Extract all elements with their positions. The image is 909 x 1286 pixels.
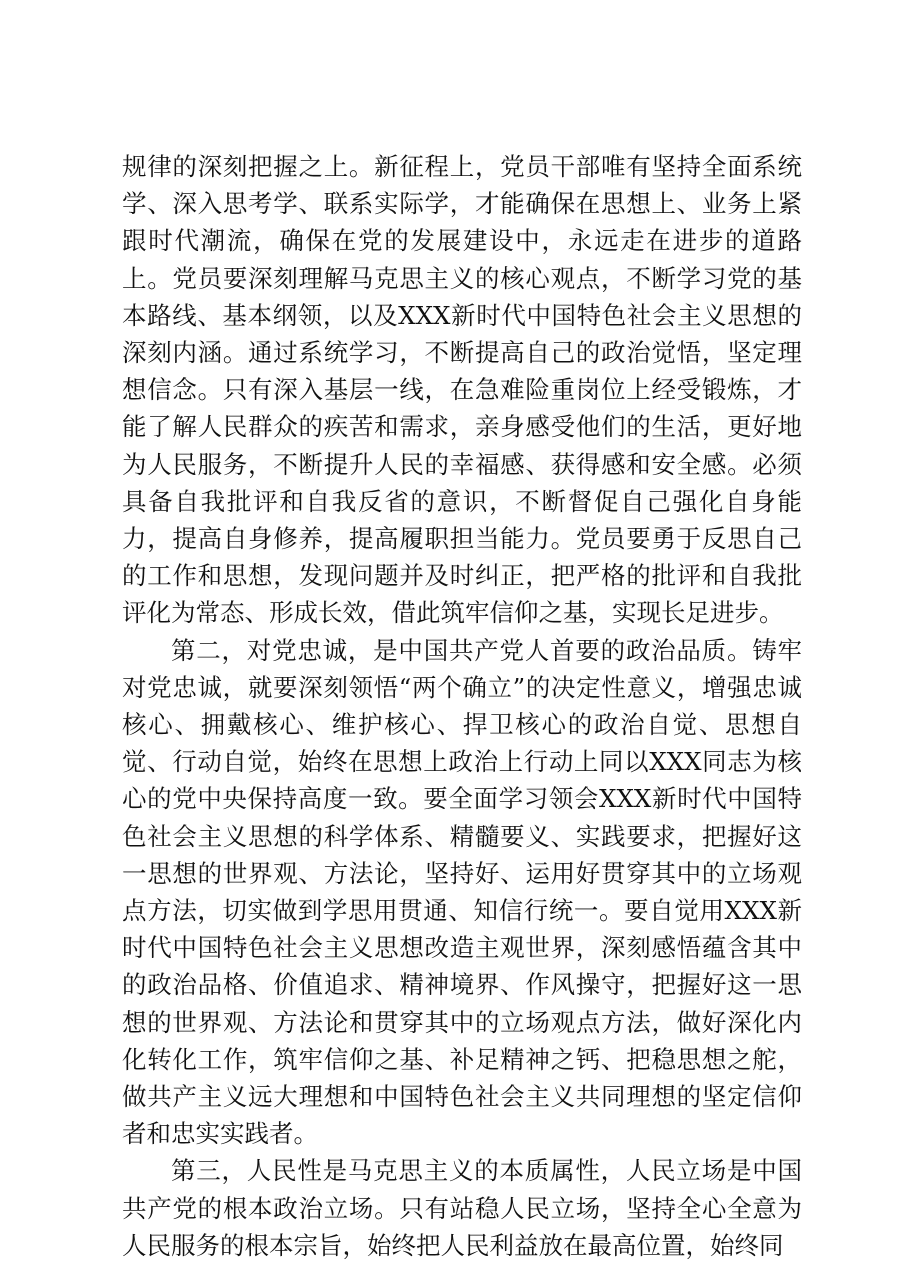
- document-body: [122, 148, 802, 1264]
- paragraph-third-point: 第三，人民性是马克思主义的本质属性，人民立场是中国共产党的根本政治立场。只有站稳人民立场，坚持全心全意为人民服务的根本宗旨，始终把人民利益放在最高位置，始终同: [122, 1156, 802, 1260]
- paragraph-second-point: 第二，对党忠诚，是中国共产党人首要的政治品质。铸牢对党忠诚，就要深刻领悟“两个确立”的决定性意义，增强忠诚核心、拥戴核心、维护核心、捍卫核心的政治自觉、思想自觉、行动自觉，始终在思想上政治上行动上同以XXX同志为核心的党中央保持高度一致。要全面学习领会XXX新时代中国特色社会主义思想的科学体系、精髓要义、实践要求，把握好这一思想的世界观、方法论，坚持好、运用好贯穿其中的立场观点方法，切实做到学思用贯通、知信行统一。要自觉用XXX新时代中国特色社会主义思想改造主观世界，深刻感悟蕴含其中的政治品格、价值追求、精神境界、作风操守，把握好这一思想的世界观、方法论和贯穿其中的立场观点方法，做好深化内化转化工作，筑牢信仰之基、补足精神之钙、把稳思想之舵，做共产主义远大理想和中国特色社会主义共同理想的坚定信仰者和忠实实践者。: [122, 635, 802, 1149]
- paragraph-continued: 规律的深刻把握之上。新征程上，党员干部唯有坚持全面系统学、深入思考学、联系实际学，才能确保在思想上、业务上紧跟时代潮流，确保在党的发展建设中，永远走在进步的道路上。党员要深刻理解马克思主义的核心观点，不断学习党的基本路线、基本纲领，以及XXX新时代中国特色社会主义思想的深刻内涵。通过系统学习，不断提高自己的政治觉悟，坚定理想信念。只有深入基层一线，在急难险重岗位上经受锻炼，才能了解人民群众的疾苦和需求，亲身感受他们的生活，更好地为人民服务，不断提升人民的幸福感、获得感和安全感。必须具备自我批评和自我反省的意识，不断督促自己强化自身能力，提高自身修养，提高履职担当能力。党员要勇于反思自己的工作和思想，发现问题并及时纠正，把严格的批评和自我批评化为常态、形成长效，借此筑牢信仰之基，实现长足进步。: [122, 152, 802, 628]
